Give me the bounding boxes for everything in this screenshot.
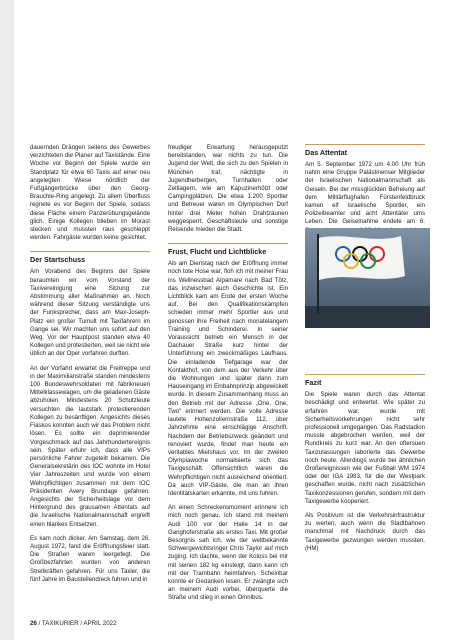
page-footer [30, 620, 117, 627]
olympic-flag-illustration [305, 228, 430, 328]
col2-paragraph-2: An einen Schreckensmoment erinnere ich mich noch genau. Ich stand mit meinem Audi 100 vor der Halle 14 in der Ganghoferstraße als erstes Taxi. Mit großer Besorgnis sah ich, wie der weltbekannte Schwergewichtsringer Chris Taylor auf mich zuging. Ich dachte, wenn der Koloss bei mir mit seinen 182 kg einsteigt, dann kann ich mit der Trambahn heimfahren. Scheinbar konnte er Gedanken lesen. Er zwängte sich an meinem Audi vorbei, überquerte die Straße und stieg in einen Omnibus. [168, 504, 288, 602]
section-heading-startschuss: Der Startschuss [30, 251, 150, 264]
flag-pole [317, 234, 319, 314]
col3-paragraph-1: Am 5. September 1972 um 4.00 Uhr früh nahm eine Gruppe Palästinenser Mitglieder der Israelischen Nationalmannschaft als Geiseln. Bei der missglückten Befreiung auf dem Militärflughafen Fürstenfeldbruck kamen elf Israelische Sportler, ein Polizeibeamter und acht Attentäter ums Leben. Die Geiselnahme endete am 6. [305, 161, 425, 226]
section-heading-attentat: Das Attentat [305, 144, 425, 157]
column-3 [305, 144, 425, 559]
section-heading-frust: Frust, Flucht und Lichtblicke [168, 243, 288, 256]
col1-intro: dauernden Drängen seitens des Gewerbes verzichteten die Planer auf Taxistände. Eine Woche vor Beginn der Spiele wurde ein Standplatz für etwa 60 Taxis auf einer neu angelegten Wiese nördlich der Fußgängerbrücke über den Georg-Brauchle-Ring angelegt. Zu allem Überfluss regnete es vor Beginn der Spiele, sodass diese Fläche einem Panzerübungsgelände glich. Einige Kollegen blieben im Morast stecken und mussten raus geschleppt werden. Fahrgäste wurden keine gesichtet. [30, 144, 150, 242]
page-edge-strip [0, 0, 14, 640]
col2-paragraph-1: Als am Dienstag nach der Eröffnung immer noch tote Hose war, floh ich mit meiner Frau ins Wellnessbad Alpamare nach Bad Tölz, das inzwischen auch Geschichte ist. Ein Lichtblick kam am Ende der ersten Woche auf. Bei den Qualifikationskämpfen schieden immer mehr Sportler aus und genossen ihre Freiheit nach monatelangem Training und Schinderei. In seiner Voraussicht betrieb ein Mensch in der Dachauer Straße kurz hinter der Unterführung ein zweckmäßiges Laufhaus. Die einladende Tiefgarage war der Kontakthof, von dem aus der Verkehr über die Wohnungen und später dann zum Hauseingang im Einbahnprinzip abgewickelt wurde. In diesem Zusammenhang muss an den Betrieb mit der Adresse „One, One, Two“ erinnert werden. Die volle Adresse lautete Hohenzollernstraße 112, über Jahrzehnte eine einschlägige Anschrift. Nachdem der Betriebszweck geändert und renoviert wurde, findet man heute ein veritables Mietshaus vor. Im der zweiten Olympiawoche normalisierte sich das Taxigeschäft. Offensichtlich waren die Wehrpflichtigen nicht ausreichend orientiert. Da auch VIP-Gäste, die man an ihren Identitätskarten erkannte, mit uns fuhren. [168, 260, 288, 497]
col1-paragraph-3: Es kam noch dicker. Am Samstag, dem 26. August 1972, fand die Eröffnungsfeier statt. Die Straßen waren leergefegt. Die Großbezfahrten wurden von anderen Streitkräften gefahren. Für uns Taxler, die fünf Jahre im Bausteilendreck fuhren und in [30, 534, 150, 583]
col1-paragraph-2: An der Vorfahrt erwartet die Freitreppe und in der Maximilianstraße standen mindestens 100 Bundeswehrsoldaten mit fabrikneuen Mittelklassewagen, um die geladenen Gäste abzuholen. Mindestens 20 Schutzleute versuchten die lautstark protestierenden Kollegen zu besänftigen. Angesichts dieses Fiaskos konnten auch wir das Problem nicht lösen. Es sollte ein deprimierender Vorgeschmack auf das Jahrhundertereignis sein. Später erfuhr ich, dass alle VIPs persönliche Fahrer zugeteilt bekamen. Die Generalsekretärin des IOC wohnte im Hotel Vier Jahreszeiten und wurde von einem Wehrpflichtigen zusammen mit dem IOC Präsidenten Avery Brundage gefahren. Angesichts der Sicherheitslage vor dem Hintergrund des grausamen Attentats auf die Israelische Nationalmannschaft ergreift einen blankes Entsetzen. [30, 364, 150, 528]
publication-info: / TAXIKURIER / APRIL 2022 [36, 620, 117, 627]
page-number: 26 [30, 620, 37, 627]
col3-paragraph-3: Als Positivum ist die Verkehrsinfrastruktur zu werten, auch wenn die Stadtbahnen manchmal mit Nachdruck durch das Taxigewerbe gezwungen werden mussten. (HM) [305, 512, 425, 552]
stadium-crowd [305, 306, 430, 328]
section-heading-fazit: Fazit [305, 374, 425, 387]
col2-intro: freudiger Erwartung herausgeputzt bereitstanden, war nichts zu tun. Die Jugend der Welt, die sich zu den Spielen in München traf, nächtigte in Jugendherbergen, Turnhallen oder Zeltlagern, wie am Kapuzinerhölzl oder Campingplätzen. Die etwa 1.200 Sportler und Betreuer waren im Olympischen Dorf hinter drei Meter hohen Drahtzäunen weggesperrt. Geschäftsleute und sonstige Reisende mieden die Stadt. [168, 144, 288, 234]
col1-paragraph-1: Am Vorabend des Beginns der Spiele beraumten wir vom Vorstand der Taxivereinigung eine Sitzung zur Abstimmung aller Maßnahmen an. Noch während dieser Sitzung verständigte uns der Funksprecher, dass am Max-Joseph-Platz ein großer Tumult mit Taxifahrern im Gange sei. Wir machten uns sofort auf den Weg. Vor der Hauptpost standen etwa 40 Kollegen und protestierten, weil sie nicht wie üblich an der Oper vorfahren durften. [30, 268, 150, 358]
col3-paragraph-2: Die Spiele waren durch das Attentat beschädigt und entwertet. Wie später zu erfahren war, wurde mit Sicherheitsvorkehrungen nicht sehr professionell umgegangen. Das Radstadion musste abgebrochen werden, weil der Rundkreis zu kurz war. An den oftersuen Taxizulassungen laborierte das Gewerbe noch heute. Allerdings wurde bei ähnlichen Großereignissen wie der Fußball WM 1974 oder der IGA 1983, für die der Westpark geschaffen wurde, nicht nach zusätzlichen Taxikonzessionen gerufen, sondern mit dem Taxigewerbe kooperiert. [305, 391, 425, 505]
column-1 [30, 144, 150, 590]
olympic-flag-photo [305, 228, 430, 328]
column-2 [168, 144, 288, 609]
